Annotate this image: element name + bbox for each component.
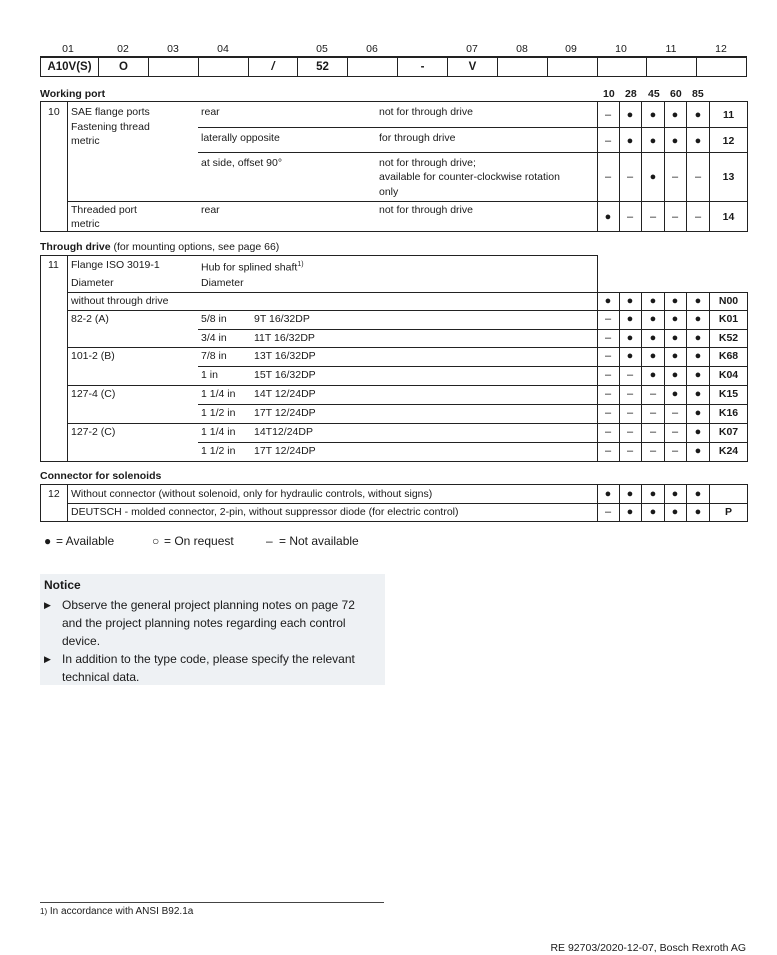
availability-mark: –: [649, 445, 657, 457]
legend-available-symbol: ●: [44, 534, 52, 548]
hub-diameter-header: Diameter: [201, 277, 244, 289]
order-code: K52: [718, 332, 739, 344]
col-08: 08: [516, 43, 528, 55]
order-code: 14: [722, 211, 735, 223]
footnote-divider: [40, 902, 384, 903]
availability-mark: –: [604, 350, 612, 362]
legend-available-text: = Available: [56, 534, 115, 548]
footnote-mark: 1): [40, 907, 48, 916]
availability-mark: ●: [694, 295, 702, 307]
spline-spec: 11T 16/32DP: [254, 332, 315, 344]
availability-mark: ●: [671, 109, 679, 121]
availability-mark: –: [671, 211, 679, 223]
flange-size: without through drive: [71, 295, 169, 307]
row-number: 12: [48, 488, 60, 500]
port-description: not for through drive: [379, 106, 473, 118]
group-label: metric: [71, 218, 100, 230]
availability-mark: ●: [649, 332, 657, 344]
flange-size: 101-2 (B): [71, 350, 115, 362]
col-12: 12: [715, 43, 727, 55]
legend-request-symbol: ○: [152, 534, 160, 548]
series-size: 45: [648, 88, 660, 100]
availability-mark: ●: [626, 295, 634, 307]
port-position: at side, offset 90°: [201, 157, 283, 169]
hub-diameter: 1 1/2 in: [201, 407, 236, 419]
order-code: P: [724, 506, 732, 518]
availability-mark: –: [671, 426, 679, 438]
order-code: 13: [722, 171, 735, 183]
group-label: Threaded port: [71, 204, 137, 216]
port-description: only: [379, 186, 399, 198]
group-label: Fastening thread: [71, 121, 150, 133]
availability-mark: –: [626, 171, 634, 183]
type-code-value: O: [119, 61, 128, 73]
order-code: K68: [718, 350, 739, 362]
group-label: metric: [71, 135, 100, 147]
availability-mark: ●: [694, 332, 702, 344]
order-code: K01: [718, 313, 739, 325]
hub-diameter: 1 1/2 in: [201, 445, 236, 457]
col-04: 04: [217, 43, 229, 55]
order-code: K15: [718, 388, 739, 400]
notice-item: [44, 596, 374, 650]
series-size: 28: [625, 88, 637, 100]
availability-mark: –: [604, 388, 612, 400]
availability-mark: ●: [671, 488, 679, 500]
availability-mark: –: [604, 135, 612, 147]
col-09: 09: [565, 43, 577, 55]
section-note: (for mounting options, see page 66): [113, 241, 280, 253]
hub-header: [201, 259, 304, 274]
spline-spec: 17T 12/24DP: [254, 445, 316, 457]
flange-size: 127-4 (C): [71, 388, 116, 400]
availability-mark: ●: [649, 171, 657, 183]
flange-size: 127-2 (C): [71, 426, 116, 438]
availability-mark: –: [604, 506, 612, 518]
availability-mark: ●: [626, 506, 634, 518]
notice-item-text: Observe the general project planning notes on page 72 and the project planning notes regarding each control device.: [62, 598, 355, 648]
footnote: [40, 906, 193, 918]
row-number: 10: [48, 106, 60, 118]
availability-mark: ●: [649, 350, 657, 362]
availability-mark: –: [626, 369, 634, 381]
order-code: N00: [718, 295, 739, 307]
availability-mark: –: [604, 313, 612, 325]
notice-item-text: In addition to the type code, please specify the relevant technical data.: [62, 652, 355, 684]
port-description: not for through drive: [379, 204, 473, 216]
availability-mark: –: [649, 388, 657, 400]
availability-mark: ●: [626, 313, 634, 325]
availability-mark: ●: [694, 350, 702, 362]
bullet-triangle-icon: ▶: [44, 654, 51, 664]
availability-mark: –: [671, 171, 679, 183]
legend-na-text: = Not available: [279, 534, 359, 548]
availability-mark: ●: [649, 506, 657, 518]
connector-description: DEUTSCH - molded connector, 2-pin, without suppressor diode (for electric control): [71, 506, 459, 518]
availability-mark: –: [604, 445, 612, 457]
availability-mark: –: [671, 445, 679, 457]
spline-spec: 13T 16/32DP: [254, 350, 316, 362]
availability-mark: –: [626, 388, 634, 400]
availability-mark: ●: [649, 109, 657, 121]
hub-diameter: 1 in: [201, 369, 218, 381]
availability-mark: –: [626, 445, 634, 457]
availability-mark: ●: [694, 369, 702, 381]
col-02: 02: [117, 43, 129, 55]
availability-mark: ●: [694, 407, 702, 419]
port-position: rear: [201, 106, 220, 118]
notice-item: [44, 650, 374, 686]
legend-request-text: = On request: [164, 534, 234, 548]
availability-mark: ●: [694, 313, 702, 325]
availability-mark: ●: [671, 506, 679, 518]
availability-mark: –: [604, 332, 612, 344]
col-10: 10: [615, 43, 627, 55]
group-label: SAE flange ports: [71, 106, 150, 118]
page-footer: RE 92703/2020-12-07, Bosch Rexroth AG: [550, 942, 746, 954]
bullet-triangle-icon: ▶: [44, 600, 51, 610]
availability-mark: –: [604, 426, 612, 438]
availability-mark: –: [649, 426, 657, 438]
section-title-connector: Connector for solenoids: [40, 470, 162, 482]
availability-mark: ●: [694, 388, 702, 400]
col-07: 07: [466, 43, 478, 55]
availability-mark: ●: [671, 295, 679, 307]
availability-mark: ●: [694, 426, 702, 438]
availability-mark: ●: [671, 369, 679, 381]
order-code: 12: [722, 135, 735, 147]
availability-mark: –: [694, 211, 702, 223]
order-code: K24: [718, 445, 739, 457]
type-code-value: V: [468, 61, 477, 73]
availability-mark: ●: [626, 109, 634, 121]
footnote-ref: 1): [297, 261, 304, 268]
spline-spec: 9T 16/32DP: [254, 313, 310, 325]
availability-mark: ●: [626, 135, 634, 147]
row-number: 11: [48, 259, 59, 271]
notice-title: Notice: [44, 578, 81, 592]
availability-mark: ●: [694, 488, 702, 500]
notice-box: [40, 574, 385, 685]
availability-mark: ●: [671, 388, 679, 400]
footnote-text: In accordance with ANSI B92.1a: [49, 906, 194, 917]
order-code: K16: [718, 407, 739, 419]
order-code: 11: [722, 109, 735, 121]
port-description: not for through drive;: [379, 157, 476, 169]
availability-mark: ●: [671, 313, 679, 325]
availability-mark: –: [604, 171, 612, 183]
availability-mark: ●: [649, 313, 657, 325]
availability-mark: –: [604, 109, 612, 121]
flange-header: Flange ISO 3019-1: [71, 259, 160, 271]
availability-mark: ●: [604, 211, 612, 223]
port-description: available for counter-clockwise rotation: [379, 171, 560, 183]
port-description: for through drive: [379, 132, 456, 144]
hub-diameter: 1 1/4 in: [201, 388, 236, 400]
availability-mark: –: [604, 369, 612, 381]
col-03: 03: [167, 43, 179, 55]
availability-mark: –: [649, 407, 657, 419]
section-title-through-drive: [40, 241, 279, 253]
availability-mark: ●: [649, 295, 657, 307]
col-11: 11: [665, 43, 677, 55]
type-code-value: 52: [316, 61, 329, 73]
availability-mark: –: [671, 407, 679, 419]
section-title-text: Through drive: [40, 241, 111, 253]
availability-mark: ●: [694, 506, 702, 518]
port-position: rear: [201, 204, 220, 216]
hub-diameter: 5/8 in: [201, 313, 227, 325]
availability-mark: ●: [604, 488, 612, 500]
section-title-working-port: Working port: [40, 88, 106, 100]
port-position: laterally opposite: [201, 132, 280, 144]
series-size: 85: [692, 88, 704, 100]
availability-mark: ●: [671, 332, 679, 344]
col-06: 06: [366, 43, 378, 55]
availability-mark: –: [694, 171, 702, 183]
availability-mark: ●: [626, 488, 634, 500]
flange-diameter-header: Diameter: [71, 277, 114, 289]
type-code-value: /: [271, 61, 275, 73]
series-size: 10: [603, 88, 615, 100]
availability-mark: ●: [649, 135, 657, 147]
type-code-value: A10V(S): [47, 61, 92, 73]
availability-mark: ●: [626, 350, 634, 362]
availability-mark: ●: [694, 109, 702, 121]
legend-na-symbol: –: [266, 534, 273, 548]
availability-mark: ●: [671, 350, 679, 362]
order-code: K04: [718, 369, 739, 381]
availability-mark: ●: [649, 369, 657, 381]
spline-spec: 17T 12/24DP: [254, 407, 316, 419]
hub-diameter: 1 1/4 in: [201, 426, 236, 438]
spline-spec: 14T 12/24DP: [254, 388, 316, 400]
availability-mark: –: [626, 407, 634, 419]
col-05: 05: [316, 43, 328, 55]
spline-spec: 15T 16/32DP: [254, 369, 316, 381]
connector-description: Without connector (without solenoid, only for hydraulic controls, without signs): [71, 488, 433, 500]
col-01: 01: [62, 43, 74, 55]
availability-mark: ●: [604, 295, 612, 307]
availability-mark: ●: [694, 135, 702, 147]
availability-mark: –: [626, 426, 634, 438]
availability-mark: ●: [671, 135, 679, 147]
availability-mark: ●: [649, 488, 657, 500]
spline-spec: 14T12/24DP: [254, 426, 313, 438]
flange-size: 82-2 (A): [71, 313, 109, 325]
order-code: K07: [718, 426, 739, 438]
hub-header-text: Hub for splined shaft: [201, 261, 298, 274]
availability-mark: –: [604, 407, 612, 419]
hub-diameter: 3/4 in: [201, 332, 227, 344]
series-size: 60: [670, 88, 682, 100]
availability-mark: –: [649, 211, 657, 223]
hub-diameter: 7/8 in: [201, 350, 227, 362]
type-code-value: -: [420, 61, 425, 73]
availability-mark: ●: [694, 445, 702, 457]
availability-mark: ●: [626, 332, 634, 344]
availability-mark: –: [626, 211, 634, 223]
